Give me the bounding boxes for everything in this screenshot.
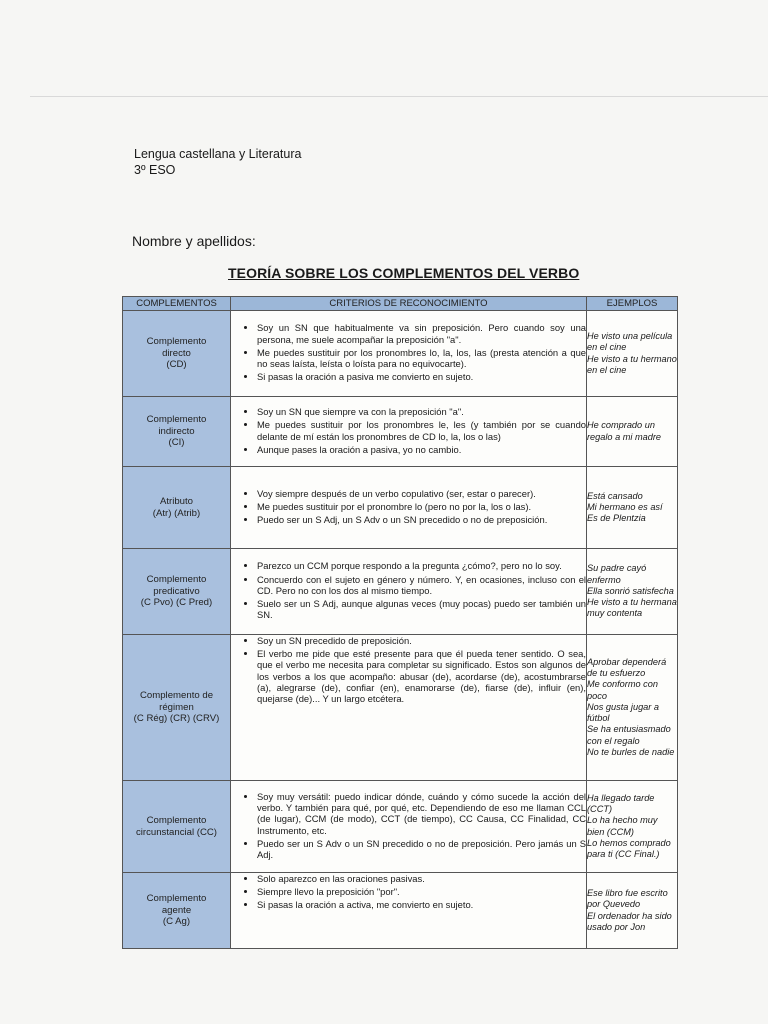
criteria-item: • Suelo ser un S Adj, aunque algunas veces (muy pocas) puedo ser también un SN. <box>257 598 586 620</box>
example-item: He visto a tu hermana muy contenta <box>587 597 677 619</box>
criteria-item: • Soy un SN que siempre va con la preposición "a". <box>257 406 586 417</box>
complement-name: Complemento indirecto (CI) <box>123 397 231 467</box>
examples-cell <box>587 635 678 781</box>
complement-name: Complemento de régimen (C Rég) (CR) (CRV) <box>123 635 231 781</box>
criteria-cell <box>231 311 587 397</box>
example-item: Me conformo con poco <box>587 679 658 701</box>
header-criterios: CRITERIOS DE RECONOCIMIENTO <box>231 297 587 311</box>
complement-name: Complemento predicativo (C Pvo) (C Pred) <box>123 549 231 635</box>
complement-name: Complemento circunstancial (CC) <box>123 781 231 873</box>
criteria-cell <box>231 781 587 873</box>
criteria-item: • Solo aparezco en las oraciones pasivas. <box>257 873 586 884</box>
subject-name: Lengua castellana y Literatura <box>134 147 302 161</box>
example-item: El ordenador ha sido usado por Jon <box>587 910 672 932</box>
example-item: Mi hermano es así <box>587 501 663 512</box>
criteria-item: • El verbo me pide que esté presente para que él pueda tener sentido. O sea, que el verbo me necesita para completar su significado. Estos son algunos de los verbos a los que acompaño: abusar (de), acordarse (de), acostumbrarse (a), alegrarse (de), confiar (en), enamorarse (de), fiarse (de), influir (en), quejarse (de)... Y un largo etcétera. <box>257 648 586 704</box>
example-item: Se ha entusiasmado con el regalo <box>587 724 671 746</box>
complements-table <box>122 296 678 949</box>
criteria-item: • Parezco un CCM porque respondo a la pregunta ¿cómo?, pero no lo soy. <box>257 560 586 571</box>
examples-cell <box>587 311 678 397</box>
examples-cell <box>587 467 678 549</box>
complement-name: Atributo (Atr) (Atrib) <box>123 467 231 549</box>
subject-header <box>134 146 301 178</box>
table-row <box>123 397 678 467</box>
criteria-cell <box>231 635 587 781</box>
criteria-cell <box>231 397 587 467</box>
criteria-item: • Voy siempre después de un verbo copulativo (ser, estar o parecer). <box>257 488 586 499</box>
table-row <box>123 311 678 397</box>
criteria-item: • Soy un SN precedido de preposición. <box>257 635 586 646</box>
examples-cell <box>587 873 678 949</box>
criteria-item: • Si pasas la oración a activa, me convierto en sujeto. <box>257 899 586 910</box>
criteria-item: • Concuerdo con el sujeto en género y número. Y, en ocasiones, incluso con el CD. Pero no con los dos al mismo tiempo. <box>257 574 586 596</box>
example-item: Lo ha hecho muy bien (CCM) <box>587 815 658 837</box>
criteria-item: • Siempre llevo la preposición "por". <box>257 886 586 897</box>
example-item: Lo hemos comprado para ti (CC Final.) <box>587 837 671 859</box>
page-top-line <box>30 96 768 97</box>
example-item: No te burles de nadie <box>587 746 675 757</box>
example-item: Nos gusta jugar a fútbol <box>587 701 660 724</box>
criteria-item: • Me puedes sustituir por los pronombres le, les (y también por se cuando delante de mí están los pronombres de CD lo, la, los o las) <box>257 419 586 441</box>
criteria-item: • Aunque pases la oración a pasiva, yo no cambio. <box>257 444 586 455</box>
example-item: Ella sonrió satisfecha <box>587 585 674 596</box>
example-item: He visto a tu hermano en el cine <box>587 353 677 375</box>
complement-name: Complemento agente (C Ag) <box>123 873 231 949</box>
examples-cell <box>587 549 678 635</box>
criteria-item: • Soy muy versátil: puedo indicar dónde, cuándo y cómo sucede la acción del verbo. Y también para qué, por qué, etc. Dependiendo de eso me llaman CCL (de lugar), CCM (de modo), CCT (de tiempo), CC Causa, CC Finalidad, CC Instrumento, etc. <box>257 791 586 836</box>
course-name: 3º ESO <box>134 163 176 177</box>
table-row <box>123 467 678 549</box>
table-row <box>123 635 678 781</box>
criteria-item: • Si pasas la oración a pasiva me convierto en sujeto. <box>257 371 586 382</box>
header-ejemplos: EJEMPLOS <box>587 297 678 311</box>
document-title: TEORÍA SOBRE LOS COMPLEMENTOS DEL VERBO <box>228 265 580 281</box>
criteria-item: • Soy un SN que habitualmente va sin preposición. Pero cuando soy una persona, me suele acompañar la preposición "a". <box>257 322 586 344</box>
criteria-item: • Me puedes sustituir por el pronombre lo (pero no por la, los o las). <box>257 501 586 512</box>
table-row <box>123 873 678 949</box>
student-name-label: Nombre y apellidos: <box>132 233 256 249</box>
header-complementos: COMPLEMENTOS <box>123 297 231 311</box>
examples-cell <box>587 781 678 873</box>
criteria-cell <box>231 873 587 949</box>
table-row <box>123 549 678 635</box>
example-item: Su padre cayó enfermo <box>587 563 647 585</box>
example-item: Ese libro fue escrito por Quevedo <box>587 888 668 910</box>
table-header-row <box>123 297 678 311</box>
criteria-item: • Me puedes sustituir por los pronombres lo, la, los, las (presta atención a que no seas laísta, leísta o loísta para no equivocarte). <box>257 347 586 369</box>
complement-name: Complemento directo (CD) <box>123 311 231 397</box>
table-row <box>123 781 678 873</box>
example-item: He visto una película en el cine <box>587 331 673 353</box>
example-item: He comprado un regalo a mi madre <box>587 420 662 442</box>
criteria-item: • Puedo ser un S Adv o un SN precedido o no de preposición. Pero jamás un S Adj. <box>257 838 586 860</box>
example-item: Aprobar dependerá de tu esfuerzo <box>587 657 667 679</box>
criteria-item: • Puedo ser un S Adj, un S Adv o un SN precedido o no de preposición. <box>257 514 586 525</box>
example-item: Ha llegado tarde (CCT) <box>587 792 655 815</box>
examples-cell <box>587 397 678 467</box>
example-item: Es de Plentzia <box>587 513 646 524</box>
criteria-cell <box>231 467 587 549</box>
criteria-cell <box>231 549 587 635</box>
example-item: Está cansado <box>587 490 643 501</box>
